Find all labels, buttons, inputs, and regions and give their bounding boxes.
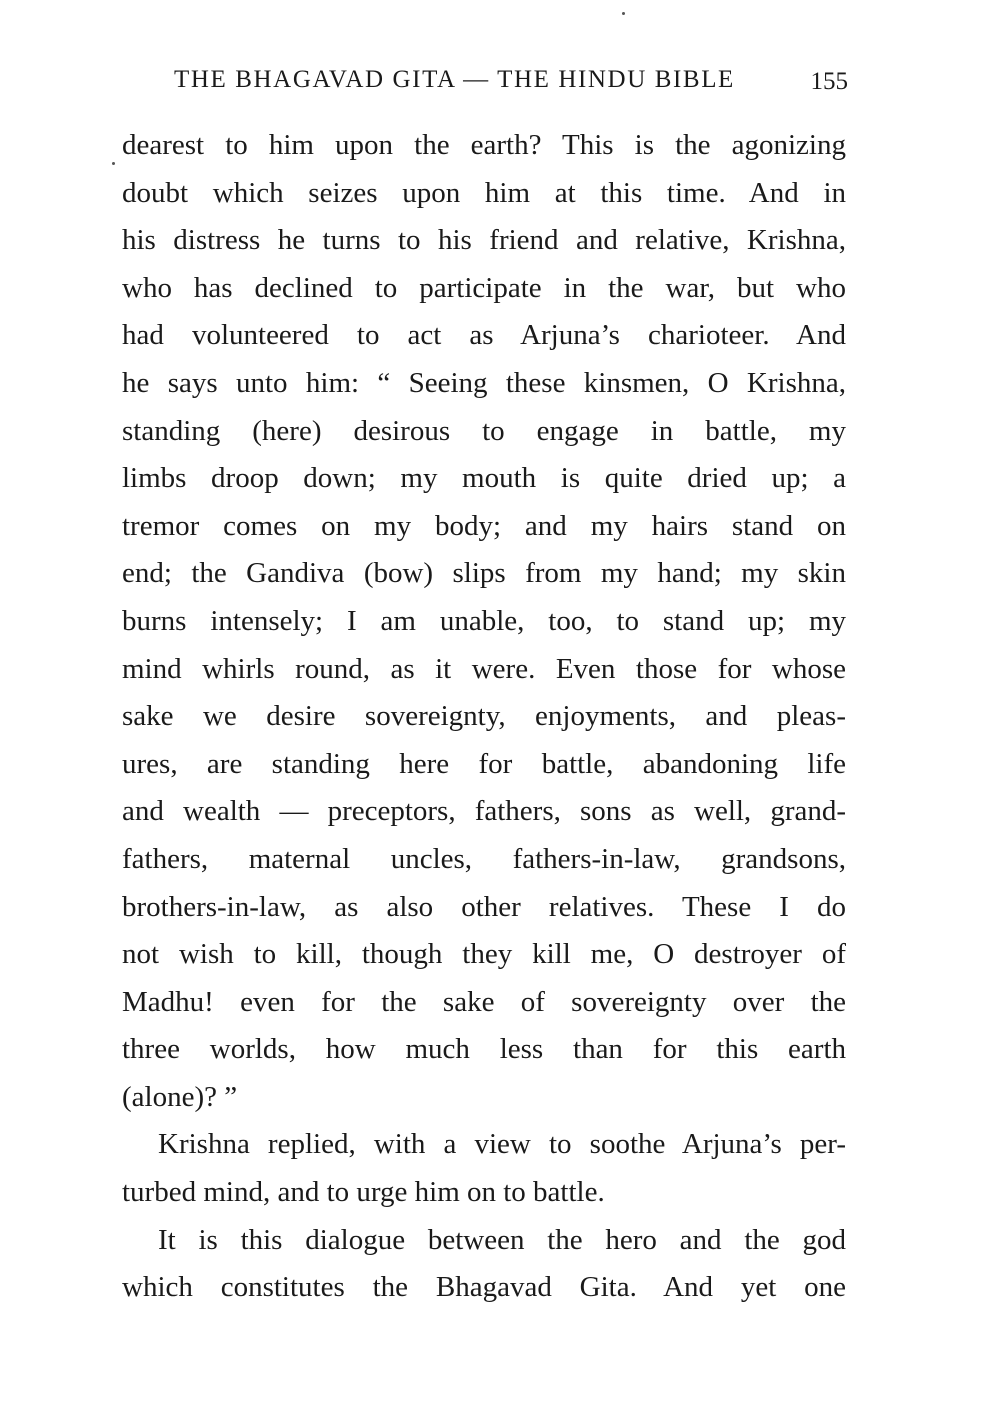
text-line: fathers, maternal uncles, fathers-in-law, grandsons,: [122, 842, 846, 875]
text-line: Krishna replied, with a view to soothe Arjuna’s per-: [158, 1128, 846, 1161]
body-text: [122, 122, 846, 1312]
text-line: which constitutes the Bhagavad Gita. And yet one: [122, 1271, 846, 1304]
text-line: had volunteered to act as Arjuna’s charioteer. And: [122, 319, 846, 352]
text-line: he says unto him: “ Seeing these kinsmen, O Krishna,: [122, 366, 846, 399]
text-line: who has declined to participate in the war, but who: [122, 271, 846, 304]
text-line: his distress he turns to his friend and relative, Krishna,: [122, 224, 846, 257]
text-line: burns intensely; I am unable, too, to stand up; my: [122, 604, 846, 637]
running-head: [122, 62, 848, 98]
paragraph-krishna-reply: [122, 1121, 846, 1216]
print-speck: [622, 12, 625, 15]
text-line: sake we desire sovereignty, enjoyments, and pleas-: [122, 700, 846, 733]
text-line: It is this dialogue between the hero and the god: [158, 1223, 846, 1256]
text-line: not wish to kill, though they kill me, O destroyer of: [122, 938, 846, 971]
text-line: turbed mind, and to urge him on to battle.: [122, 1176, 605, 1209]
text-line: brothers-in-law, as also other relatives. These I do: [122, 890, 846, 923]
text-line: and wealth — preceptors, fathers, sons as well, grand-: [122, 795, 846, 828]
text-line: end; the Gandiva (bow) slips from my hand; my skin: [122, 557, 846, 590]
page-number: 155: [810, 68, 848, 95]
text-line: doubt which seizes upon him at this time. And in: [122, 176, 846, 209]
paragraph-arjuna-lament: [122, 122, 846, 1121]
text-line: Madhu! even for the sake of sovereignty over the: [122, 985, 846, 1018]
text-line: limbs droop down; my mouth is quite dried up; a: [122, 462, 846, 495]
print-speck: [112, 162, 115, 165]
text-line: tremor comes on my body; and my hairs stand on: [122, 509, 846, 542]
text-line: mind whirls round, as it were. Even those for whose: [122, 652, 846, 685]
text-line: (alone)? ”: [122, 1080, 238, 1113]
text-line: ures, are standing here for battle, abandoning life: [122, 747, 846, 780]
text-line: three worlds, how much less than for this earth: [122, 1033, 846, 1066]
text-line: standing (here) desirous to engage in battle, my: [122, 414, 846, 447]
running-title: THE BHAGAVAD GITA — THE HINDU BIBLE: [174, 66, 735, 93]
paragraph-dialogue: [122, 1217, 846, 1312]
text-line: dearest to him upon the earth? This is the agonizing: [122, 129, 846, 161]
